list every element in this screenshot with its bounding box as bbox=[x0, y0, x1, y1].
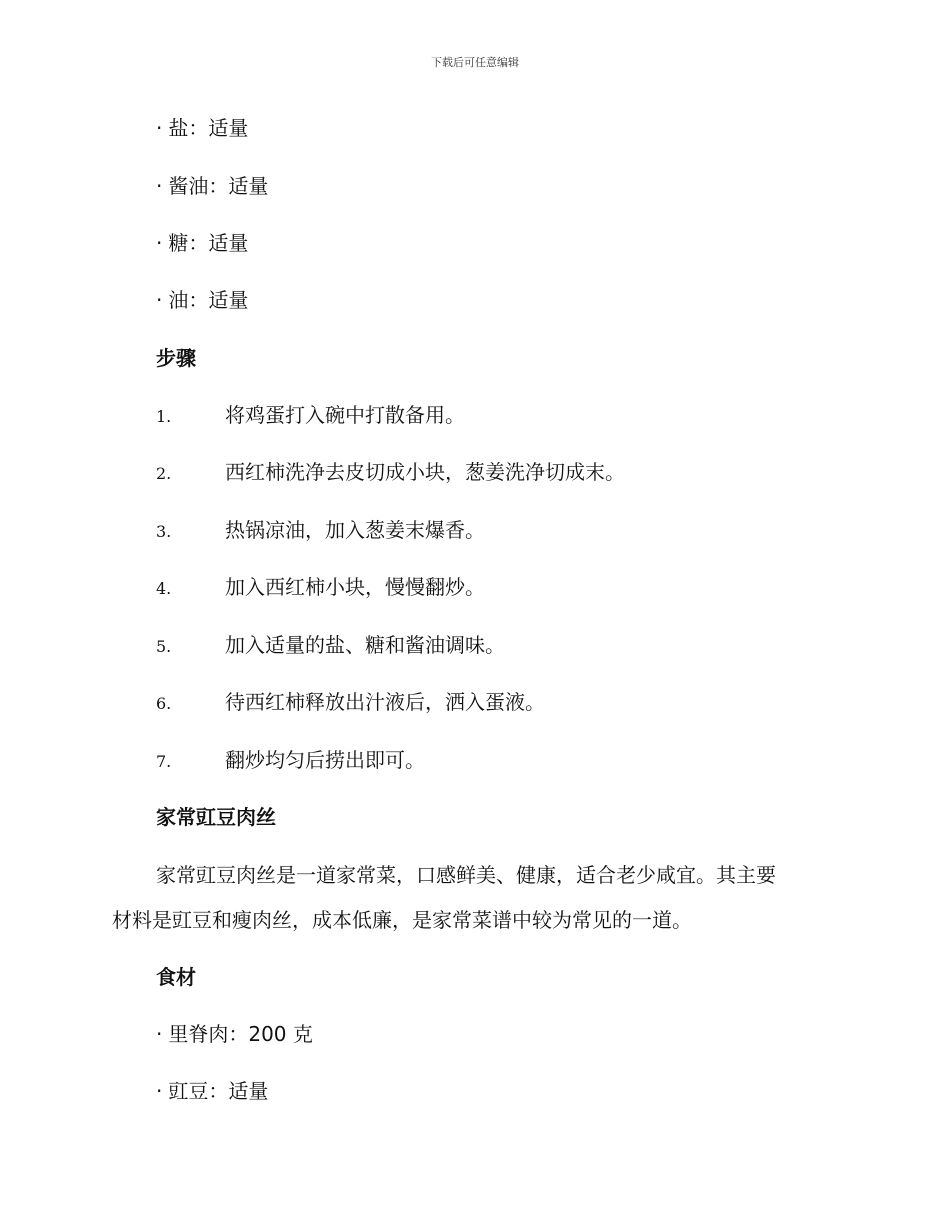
bullet-dot: · bbox=[156, 288, 163, 312]
step-item bbox=[156, 688, 545, 718]
ingredient-name: 糖 bbox=[168, 231, 189, 255]
step-text: 将鸡蛋打入碗中打散备用。 bbox=[225, 403, 465, 427]
step-text: 加入适量的盐、糖和酱油调味。 bbox=[225, 633, 505, 657]
ingredient-name: 盐 bbox=[168, 116, 189, 140]
step-text: 热锅凉油，加入葱姜末爆香。 bbox=[225, 518, 485, 542]
ingredient-item bbox=[156, 286, 248, 314]
step-number: 3. bbox=[156, 522, 172, 541]
recipe-intro-text: 家常豇豆肉丝是一道家常菜，口感鲜美、健康，适合老少咸宜。其主要 bbox=[156, 863, 776, 887]
step-number: 6. bbox=[156, 694, 172, 713]
bullet-dot: · bbox=[156, 116, 163, 140]
recipe-title: 家常豇豆肉丝 bbox=[156, 805, 276, 829]
step-number: 1. bbox=[156, 407, 172, 426]
step-item bbox=[156, 573, 485, 603]
ingredient-amount: 适量 bbox=[208, 116, 249, 140]
step-number: 7. bbox=[156, 752, 172, 771]
ingredient-separator: ： bbox=[208, 1079, 229, 1103]
ingredient-separator: ： bbox=[188, 116, 209, 140]
ingredient-item bbox=[156, 229, 248, 257]
step-number: 4. bbox=[156, 579, 172, 598]
bullet-dot: · bbox=[156, 1079, 163, 1103]
bullet-dot: · bbox=[156, 231, 163, 255]
ingredient-name: 豇豆 bbox=[168, 1079, 209, 1103]
step-text: 待西红柿释放出汁液后，洒入蛋液。 bbox=[225, 690, 545, 714]
ingredient-separator: ： bbox=[228, 1022, 249, 1046]
ingredient-separator: ： bbox=[208, 174, 229, 198]
recipe-intro-line bbox=[112, 861, 842, 889]
step-number: 5. bbox=[156, 637, 172, 656]
ingredient-amount: 200 克 bbox=[248, 1022, 313, 1046]
bullet-dot: · bbox=[156, 174, 163, 198]
ingredient-item bbox=[156, 114, 248, 142]
step-text: 加入西红柿小块，慢慢翻炒。 bbox=[225, 575, 485, 599]
step-item bbox=[156, 631, 505, 661]
step-number: 2. bbox=[156, 464, 172, 483]
recipe-intro-line bbox=[112, 906, 842, 934]
step-item bbox=[156, 401, 465, 431]
ingredient-item bbox=[156, 1077, 268, 1105]
ingredient-amount: 适量 bbox=[228, 1079, 269, 1103]
step-text: 西红柿洗净去皮切成小块，葱姜洗净切成末。 bbox=[225, 460, 625, 484]
ingredient-item bbox=[156, 172, 268, 200]
steps-heading: 步骤 bbox=[156, 346, 196, 370]
ingredient-separator: ： bbox=[188, 231, 209, 255]
ingredients-heading: 食材 bbox=[156, 965, 196, 989]
ingredient-amount: 适量 bbox=[208, 231, 249, 255]
ingredient-amount: 适量 bbox=[228, 174, 269, 198]
step-text: 翻炒均匀后捞出即可。 bbox=[225, 748, 425, 772]
ingredient-name: 油 bbox=[168, 288, 189, 312]
step-item bbox=[156, 746, 425, 776]
ingredient-name: 酱油 bbox=[168, 174, 209, 198]
page-header: 下载后可任意编辑 bbox=[431, 56, 519, 69]
ingredient-amount: 适量 bbox=[208, 288, 249, 312]
step-item bbox=[156, 516, 485, 546]
step-item bbox=[156, 458, 625, 488]
ingredient-name: 里脊肉 bbox=[168, 1022, 229, 1046]
recipe-intro-text: 材料是豇豆和瘦肉丝，成本低廉，是家常菜谱中较为常见的一道。 bbox=[112, 908, 692, 932]
ingredient-separator: ： bbox=[188, 288, 209, 312]
bullet-dot: · bbox=[156, 1022, 163, 1046]
ingredient-item bbox=[156, 1020, 313, 1048]
